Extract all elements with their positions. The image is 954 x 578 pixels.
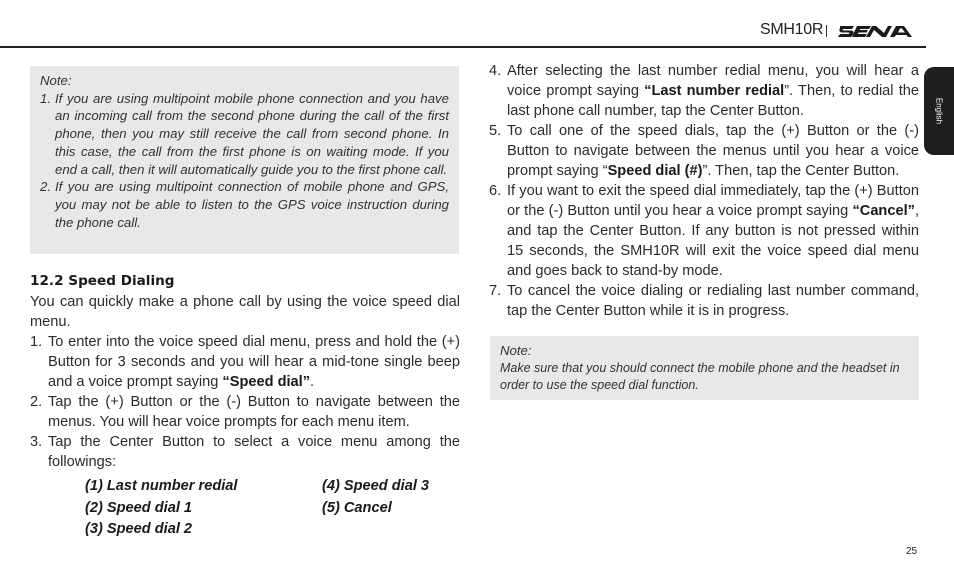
- section-heading: 12.2 Speed Dialing: [30, 273, 175, 289]
- step-number: 3.: [30, 434, 43, 450]
- step-bold-text: “Speed dial”: [222, 374, 311, 390]
- menu-item: (4) Speed dial 3: [322, 478, 430, 494]
- menu-item: (2) Speed dial 1: [85, 499, 193, 516]
- section-intro: You can quickly make a phone call by using the voice speed dial menu.: [30, 294, 460, 330]
- step-number: 5.: [489, 123, 502, 139]
- step-number: 2.: [30, 394, 43, 410]
- note-list: [40, 90, 449, 232]
- note-item: [40, 90, 449, 179]
- step-number: 1.: [30, 334, 43, 350]
- right-body-text: [489, 61, 919, 321]
- menu-row: [85, 476, 485, 498]
- note-item: [40, 178, 449, 231]
- note-item-text: If you are using multipoint mobile phone connection and you have an incoming call from the second phone during the call of the first phone, then you may still receive the call from second phone. In this case, the call from the first phone is on waiting mode. If you end a call, then it will automatically guide you to the first phone call.: [55, 90, 449, 177]
- step-text-after: , and tap the Center Button. If any button is not pressed within 15 seconds, the SMH10R will exit the voice speed dial menu and goes back to stand-by mode.: [507, 203, 919, 279]
- menu-item: (3) Speed dial 2: [85, 521, 193, 537]
- step-bold-text: Speed dial (#): [607, 163, 703, 179]
- step-item: [489, 181, 919, 281]
- note-box-connect: [490, 336, 919, 400]
- language-tab: [924, 67, 954, 155]
- note-item-number: 1.: [40, 90, 51, 106]
- step-text: To call one of the speed dials, tap the (+) Button or the (-) Button to navigate between the menus until you hear a voice prompt saying “: [507, 123, 919, 179]
- menu-row: [85, 519, 485, 541]
- page-number: 25: [906, 546, 918, 557]
- step-number: 6.: [489, 183, 502, 199]
- note-text: Make sure that you should connect the mobile phone and the headset in order to use the speed dial function.: [500, 360, 900, 392]
- step-item: [30, 332, 460, 392]
- product-model: SMH10R: [760, 21, 824, 38]
- step-text: Tap the (+) Button or the (-) Button to navigate between the menus. You will hear voice prompts for each menu item.: [48, 394, 460, 430]
- left-body-text: [30, 292, 460, 472]
- menu-item: (5) Cancel: [322, 499, 392, 516]
- step-text-after: ”. Then, tap the Center Button.: [702, 163, 900, 179]
- step-text: Tap the Center Button to select a voice menu among the followings:: [48, 434, 460, 470]
- note-title: Note:: [500, 343, 532, 358]
- step-number: 4.: [489, 63, 502, 79]
- note-title: Note:: [40, 73, 72, 88]
- step-text: To cancel the voice dialing or redialing last number command, tap the Center Button while it is in progress.: [507, 283, 919, 319]
- step-item: [489, 61, 919, 121]
- brand-logo: [838, 23, 918, 44]
- note-box-multipoint: [30, 66, 459, 254]
- step-bold-text: “Last number redial: [644, 83, 785, 99]
- step-bold-text: “Cancel”: [852, 203, 915, 219]
- step-text: To enter into the voice speed dial menu, press and hold the (+) Button for 3 seconds and you will hear a mid-tone single beep and a voice prompt saying: [48, 334, 460, 390]
- step-item: [30, 432, 460, 472]
- step-text-after: ”. Then, to redial the last phone call number, tap the Center Button.: [507, 83, 919, 119]
- step-text: If you want to exit the speed dial immediately, tap the (+) Button or the (-) Button until you hear a voice prompt saying: [507, 183, 919, 219]
- header-rule: [0, 46, 926, 48]
- note-item-number: 2.: [40, 179, 51, 195]
- step-item: [489, 281, 919, 321]
- menu-item: (1) Last number redial: [85, 478, 238, 494]
- voice-menu-list: [85, 476, 485, 541]
- header-separator: [826, 25, 827, 37]
- step-item: [30, 392, 460, 432]
- language-label: English: [934, 97, 944, 125]
- step-text-after: .: [310, 374, 315, 390]
- menu-row: [85, 498, 485, 520]
- step-item: [489, 121, 919, 181]
- note-item-text: If you are using multipoint connection of mobile phone and GPS, you may not be able to listen to the GPS voice instruction during the phone call.: [55, 179, 449, 230]
- step-number: 7.: [489, 283, 502, 299]
- step-text: After selecting the last number redial menu, you will hear a voice prompt saying: [507, 63, 919, 99]
